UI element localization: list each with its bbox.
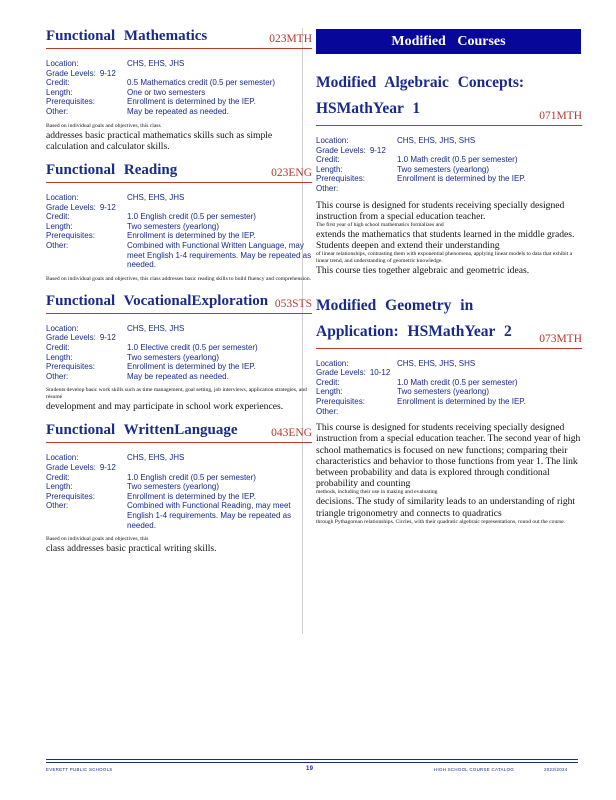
banner-title: Modified Courses <box>391 33 506 49</box>
info-value: 9-12 <box>369 145 386 155</box>
info-label: Credit: <box>46 212 70 222</box>
course-block <box>46 162 312 283</box>
info-value: Enrollment is determined by the IEP. <box>397 174 526 184</box>
course-title: Modified Geometry in Application: HSMathYear 2 <box>316 296 512 340</box>
footer-catalog: HIGH SCHOOL COURSE CATALOG <box>434 767 514 772</box>
description-text: This course is designed for students receiving specially designed instruction from a special education teacher. <box>316 199 565 222</box>
info-row-grade <box>46 463 312 473</box>
info-value: 9-12 <box>99 68 116 78</box>
info-label: Location: <box>316 136 349 145</box>
info-value: CHS, EHS, JHS, SHS <box>397 136 476 145</box>
page-number: 19 <box>306 766 314 772</box>
info-row-location <box>46 324 312 334</box>
course-info <box>46 193 312 270</box>
info-value <box>397 184 582 194</box>
info-label: Grade Levels: <box>46 68 96 78</box>
info-row-location <box>46 193 312 203</box>
course-header <box>46 293 312 314</box>
info-value: Enrollment is determined by the IEP. <box>127 362 256 372</box>
info-label: Location: <box>46 59 79 68</box>
course-header <box>46 422 312 443</box>
description-text: class addresses basic practical writing skills. <box>46 543 217 555</box>
info-value: CHS, EHS, JHS <box>127 453 185 463</box>
course-header <box>316 70 582 126</box>
course-code: 043ENG <box>271 427 312 440</box>
course-title: Functional Reading <box>46 161 178 178</box>
info-value: 0.5 Mathematics credit (0.5 per semester) <box>127 78 276 88</box>
info-label: Credit: <box>46 472 70 482</box>
description-text: This course is designed for students receiving specially designed instruction from a special education teacher. The second year of high school mathematics is focused on new functions; comparing their characteristics and behavior to those functions from year 1. The link between probability and data is explored through conditional probability and counting <box>316 422 581 490</box>
info-row-prereq <box>46 97 312 107</box>
course-title: Modified Algebraic Concepts: HSMathYear 1 <box>316 74 525 117</box>
course-description <box>46 536 312 554</box>
modified-courses-banner <box>316 29 581 54</box>
course-code: 023MTH <box>269 33 312 45</box>
info-value: Two semesters (yearlong) <box>127 482 220 492</box>
info-row-length <box>316 387 582 397</box>
info-value: 9-12 <box>99 202 116 212</box>
info-label: Prerequisites: <box>46 231 95 241</box>
description-small: Students develop basic work skills such as time management, goal setting, job interviews, application strategies, and résumé <box>46 387 307 401</box>
info-value: Two semesters (yearlong) <box>127 221 220 231</box>
info-value: Combined with Functional Written Language, may meet English 1-4 requirements. May be repeated as needed. <box>127 240 312 270</box>
info-label: Grade Levels: <box>46 463 96 473</box>
info-row-credit <box>46 78 312 88</box>
info-label: Length: <box>46 221 73 231</box>
info-row-credit <box>46 343 312 353</box>
info-label: Location: <box>316 358 349 368</box>
course-title: Functional Mathematics <box>46 28 208 44</box>
info-label: Other: <box>46 106 69 116</box>
info-label: Grade Levels: <box>316 145 366 155</box>
info-value: 9-12 <box>99 463 116 473</box>
info-label: Prerequisites: <box>316 174 365 184</box>
info-row-location <box>316 136 582 146</box>
info-row-other <box>316 407 582 417</box>
course-header <box>46 28 312 49</box>
info-value: CHS, EHS, JHS <box>127 192 185 202</box>
info-label: Grade Levels: <box>46 202 96 212</box>
info-row-length <box>46 222 312 232</box>
info-label: Credit: <box>46 342 70 352</box>
course-block <box>46 28 312 152</box>
info-label: Prerequisites: <box>46 362 95 372</box>
course-info <box>316 359 582 417</box>
info-row-length <box>46 88 312 98</box>
info-label: Prerequisites: <box>46 97 95 107</box>
info-label: Grade Levels: <box>46 333 96 343</box>
description-text: addresses basic practical mathematics skills such as simple calculation and calculator skills. <box>46 129 273 152</box>
info-row-grade <box>46 69 312 79</box>
info-label: Credit: <box>316 377 340 387</box>
info-label: Prerequisites: <box>46 491 95 501</box>
course-header <box>46 162 312 183</box>
course-description <box>46 276 312 283</box>
course-info <box>46 324 312 382</box>
info-row-prereq <box>316 397 582 407</box>
info-row-credit <box>46 473 312 483</box>
course-code: 053STS <box>274 297 312 310</box>
info-value: 1.0 Math credit (0.5 per semester) <box>397 155 518 165</box>
info-label: Location: <box>46 323 79 333</box>
info-label: Length: <box>46 482 73 492</box>
info-value: Two semesters (yearlong) <box>397 164 490 174</box>
footer-district: EVERETT PUBLIC SCHOOLS <box>46 767 113 772</box>
course-description <box>316 200 582 277</box>
info-value: One or two semesters <box>127 87 206 97</box>
info-value: Combined with Functional Reading, may meet English 1-4 requirements. May be repeated as needed. <box>127 501 292 530</box>
info-label: Grade Levels: <box>316 368 366 378</box>
info-value: 10-12 <box>369 368 391 378</box>
info-value <box>397 407 582 417</box>
course-block <box>46 422 312 554</box>
info-value: Enrollment is determined by the IEP. <box>127 231 256 241</box>
info-value: May be repeated as needed. <box>127 106 229 116</box>
info-row-other <box>46 107 312 117</box>
info-row-location <box>316 359 582 369</box>
info-label: Credit: <box>316 155 340 165</box>
course-title: Functional VocationalExploration <box>46 292 269 309</box>
info-row-credit <box>316 378 582 388</box>
course-info <box>46 453 312 530</box>
info-value: 1.0 English credit (0.5 per semester) <box>127 472 256 482</box>
description-text: extends the mathematics that students learned in the middle grades. Students deepen and extend their understanding <box>316 228 575 252</box>
info-label: Credit: <box>46 78 70 88</box>
info-row-prereq <box>46 231 312 241</box>
footer-rule <box>46 762 578 763</box>
course-description <box>46 387 312 412</box>
footer-year: 2023/2024 <box>544 767 568 772</box>
info-row-other <box>316 184 582 194</box>
course-description <box>46 123 312 152</box>
course-description <box>316 422 582 526</box>
info-row-prereq <box>46 362 312 372</box>
info-row-prereq <box>46 492 312 502</box>
description-small: of linear relationships, contrasting them with exponential phenomena, applying linear models to data that exhibit a linear trend, and understanding of geometric knowledge. <box>316 251 573 265</box>
info-label: Length: <box>316 387 343 397</box>
description-small: Based on individual goals and objectives, this class <box>46 122 161 129</box>
info-value: CHS, EHS, JHS <box>127 59 185 68</box>
info-row-length <box>46 353 312 363</box>
info-value: Enrollment is determined by the IEP. <box>127 97 256 107</box>
info-value: CHS, EHS, JHS, SHS <box>397 358 476 368</box>
info-row-location <box>46 453 312 463</box>
course-title: Functional WrittenLanguage <box>46 422 238 439</box>
info-label: Location: <box>46 453 79 463</box>
description-text: decisions. The study of similarity leads to an understanding of right triangle trigonometry and connects to quadratics <box>316 496 576 519</box>
course-block <box>316 70 582 277</box>
description-small: Based on individual goals and objectives, this <box>46 536 149 543</box>
info-value: 1.0 Elective credit (0.5 per semester) <box>127 342 258 352</box>
info-label: Length: <box>46 87 73 97</box>
info-row-grade <box>316 146 582 156</box>
course-code: 073MTH <box>539 332 582 345</box>
info-value: 1.0 Math credit (0.5 per semester) <box>397 377 518 387</box>
info-value: May be repeated as needed. <box>127 371 229 381</box>
info-row-grade <box>316 368 582 378</box>
info-label: Prerequisites: <box>316 396 365 406</box>
description-small: through Pythagorean relationships. Circles, with their quadratic algebraic representations, round out the course. <box>316 518 566 525</box>
course-code: 071MTH <box>539 110 582 122</box>
info-row-other <box>46 372 312 382</box>
info-row-prereq <box>316 174 582 184</box>
course-info <box>316 136 582 194</box>
info-row-credit <box>316 155 582 165</box>
description-small: The first year of high school mathematics formalizes and <box>316 221 444 228</box>
info-row-length <box>316 165 582 175</box>
info-label: Location: <box>46 192 79 202</box>
course-code: 023ENG <box>271 166 312 179</box>
info-value: Enrollment is determined by the IEP. <box>127 491 256 501</box>
left-column <box>46 28 312 564</box>
course-info <box>46 59 312 117</box>
info-value: 1.0 English credit (0.5 per semester) <box>127 212 256 222</box>
info-row-grade <box>46 333 312 343</box>
info-label: Length: <box>46 352 73 362</box>
description-text: development and may participate in school work experiences. <box>46 401 284 413</box>
description-text: This course ties together algebraic and geometric ideas. <box>316 265 530 277</box>
course-header <box>316 293 582 349</box>
page-footer <box>46 767 578 777</box>
info-label: Other: <box>46 240 69 250</box>
info-label: Length: <box>316 164 343 174</box>
footer-rule <box>46 759 578 760</box>
info-row-length <box>46 482 312 492</box>
info-row-credit <box>46 212 312 222</box>
info-row-location <box>46 59 312 69</box>
info-value: 9-12 <box>99 333 116 343</box>
info-value: CHS, EHS, JHS <box>127 323 185 333</box>
description-small: Based on individual goals and objectives, this class addresses basic reading skills to build fluency and comprehension. <box>46 275 312 282</box>
info-label: Other: <box>316 406 339 416</box>
info-row-other <box>46 241 312 270</box>
info-row-other <box>46 501 312 530</box>
right-column <box>316 70 582 536</box>
course-block <box>316 293 582 526</box>
info-label: Other: <box>46 371 69 381</box>
course-block <box>46 293 312 413</box>
description-small: methods, including their use in making and evaluating <box>316 489 438 496</box>
info-row-grade <box>46 203 312 213</box>
info-value: Enrollment is determined by the IEP. <box>397 396 526 406</box>
info-label: Other: <box>316 183 339 193</box>
info-value: Two semesters (yearlong) <box>127 352 220 362</box>
info-label: Other: <box>46 501 69 511</box>
info-value: Two semesters (yearlong) <box>397 387 490 397</box>
